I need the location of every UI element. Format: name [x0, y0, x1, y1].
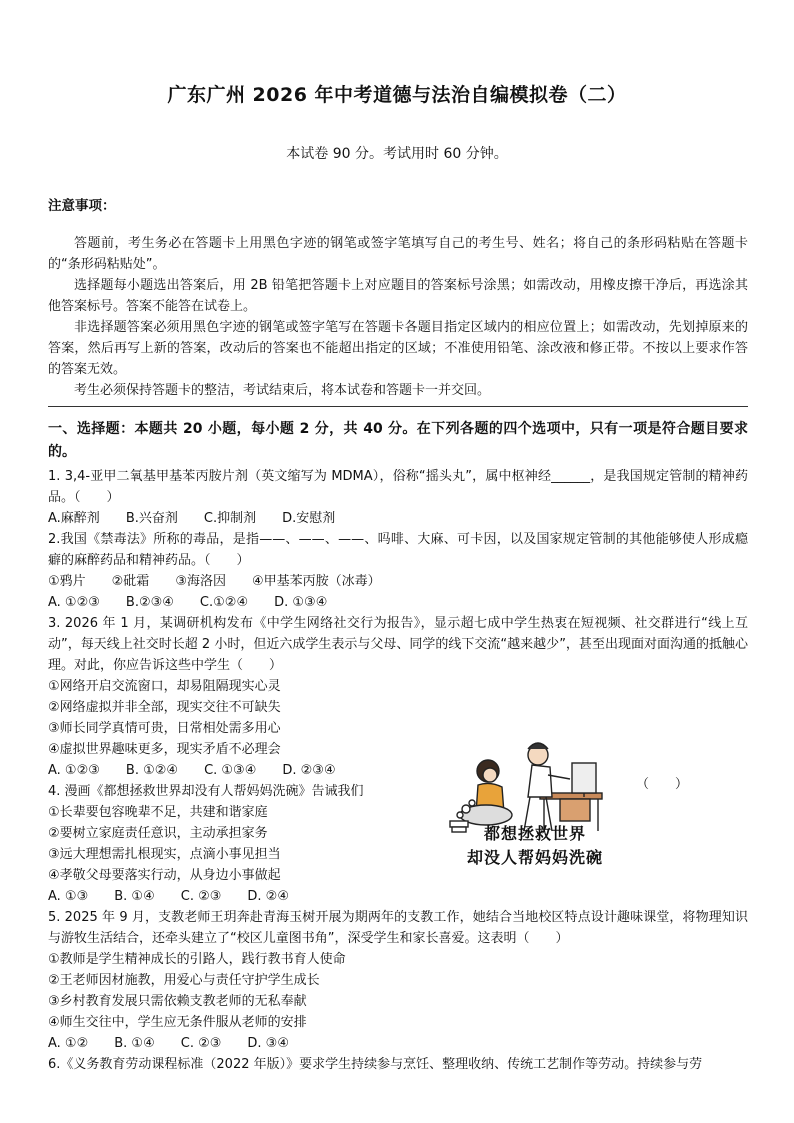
- page-title: 广东广州 2026 年中考道德与法治自编模拟卷（二）: [167, 84, 627, 106]
- option-b: B.②③④: [125, 595, 174, 610]
- computer-icon: [572, 763, 596, 797]
- option-d: D. ③④: [247, 1036, 289, 1051]
- option-a: A. ①②③: [48, 595, 100, 610]
- question-4-stem: 4. 漫画《都想拯救世界却没有人帮妈妈洗碗》告诫我们: [48, 784, 364, 799]
- item-3: ③海洛因: [175, 574, 226, 589]
- question-2-stem: 2.我国《禁毒法》所称的毒品，是指——、——、——、吗啡、大麻、可卡因，以及国家规定管制的其他能够使人形成瘾癖的麻醉药品和精神药品。（ ）: [48, 532, 748, 568]
- item-1: ①教师是学生精神成长的引路人，践行教书育人使命: [48, 952, 346, 967]
- section-divider: [48, 406, 748, 407]
- item-4: ④师生交往中，学生应无条件服从老师的安排: [48, 1015, 307, 1030]
- option-d: D. ②③④: [282, 763, 336, 778]
- question-1-stem: 1. 3,4-亚甲二氧基甲基苯丙胺片剂（英文缩写为 MDMA），俗称“摇头丸”，属中枢神经______，是我国规定管制的精神药品。（ ）: [48, 469, 748, 505]
- question-2-options: [48, 592, 748, 613]
- section-heading: 一、选择题：本题共 20 小题，每小题 2 分，共 40 分。在下列各题的四个选项中，只有一项是符合题目要求的。: [48, 421, 748, 460]
- item-3: ③远大理想需扎根现实，点滴小事见担当: [48, 847, 281, 862]
- item-2: ②要树立家庭责任意识，主动承担家务: [48, 826, 268, 841]
- item-4: ④孝敬父母要落实行动，从身边小事做起: [48, 868, 281, 883]
- question-4-answer-paren: （ ）: [636, 777, 689, 792]
- questions-body: [48, 418, 748, 1075]
- question-2-items: [48, 571, 748, 592]
- option-a: A. ①②③: [48, 763, 100, 778]
- cartoon-caption-line-2: 却没人帮妈妈洗碗: [466, 848, 603, 867]
- question-5-options: [48, 1033, 748, 1054]
- item-3: ③乡村教育发展只需依赖支教老师的无私奉献: [48, 994, 307, 1009]
- option-c: C. ②③: [180, 1036, 222, 1051]
- option-d: D. ①③④: [274, 595, 328, 610]
- item-2: ②砒霜: [111, 574, 150, 589]
- item-2: ②网络虚拟并非全部，现实交往不可缺失: [48, 700, 281, 715]
- option-b: B. ①④: [114, 889, 155, 904]
- option-a: A. ①③: [48, 889, 89, 904]
- notes-block: [48, 233, 748, 401]
- exam-subtitle: 本试卷 90 分。考试用时 60 分钟。: [286, 146, 508, 162]
- cartoon-caption-line-1: 都想拯救世界: [483, 824, 586, 843]
- option-c: C. ②③: [180, 889, 222, 904]
- option-c: C.①②④: [199, 595, 249, 610]
- item-1: ①鸦片: [48, 574, 86, 589]
- note-paragraph: 考生必须保持答题卡的整洁，考试结束后，将本试卷和答题卡一并交回。: [74, 383, 491, 398]
- item-1: ①网络开启交流窗口，却易阻隔现实心灵: [48, 679, 281, 694]
- question-1-options: [48, 508, 748, 529]
- notes-heading: 注意事项：: [48, 198, 116, 214]
- option-b: B. ①④: [114, 1036, 155, 1051]
- option-d: D. ②④: [247, 889, 289, 904]
- question-3-stem: 3. 2026 年 1 月，某调研机构发布《中学生网络社交行为报告》，显示超七成中学生热衷在短视频、社交群进行“线上互动”，每天线上社交时长超 2 小时，但近六成学生表示与父母、同学的线下交流“越来越少”，甚至出现面对面沟通的抵触心理。对此，你应告诉这些中学生（ ）: [48, 616, 748, 673]
- item-4: ④甲基苯丙胺（冰毒）: [251, 574, 381, 589]
- note-paragraph: 答题前，考生务必在答题卡上用黑色字迹的钢笔或签字笔填写自己的考生号、姓名；将自己的条形码粘贴在答题卡的“条形码粘贴处”。: [48, 236, 748, 272]
- option-d: D.安慰剂: [282, 511, 336, 526]
- option-b: B.兴奋剂: [125, 511, 178, 526]
- question-6-stem: 6.《义务教育劳动课程标准（2022 年版）》要求学生持续参与烹饪、整理收纳、传统工艺制作等劳动。持续参与劳: [48, 1057, 703, 1072]
- question-5-stem: 5. 2025 年 9 月，支教老师王玥奔赴青海玉树开展为期两年的支教工作，她结合当地校区特点设计趣味课堂，将物理知识与游牧生活结合，还牵头建立了“校区儿童图书角”，深受学生和家长喜爱。这表明（ ）: [48, 910, 748, 946]
- item-2: ②王老师因材施教，用爱心与责任守护学生成长: [48, 973, 320, 988]
- option-c: C.抑制剂: [203, 511, 257, 526]
- note-paragraph: 非选择题答案必须用黑色字迹的钢笔或签字笔写在答题卡各题目指定区域内的相应位置上；如需改动，先划掉原来的答案，然后再写上新的答案，改动后的答案也不能超出指定的区域；不准使用铅笔、涂改液和修正带。不按以上要求作答的答案无效。: [48, 320, 748, 377]
- item-1: ①长辈要包容晚辈不足，共建和谐家庭: [48, 805, 268, 820]
- option-a: A. ①②: [48, 1036, 89, 1051]
- item-4: ④虚拟世界趣味更多，现实矛盾不必理会: [48, 742, 281, 757]
- option-c: C. ①③④: [204, 763, 257, 778]
- option-b: B. ①②④: [125, 763, 179, 778]
- note-paragraph: 选择题每小题选出答案后，用 2B 铅笔把答题卡上对应题目的答案标号涂黑；如需改动，用橡皮擦干净后，再选涂其他答案标号。答案不能答在试卷上。: [48, 278, 748, 314]
- question-4-options: [48, 886, 748, 907]
- cartoon-caption: [450, 822, 620, 870]
- option-a: A.麻醉剂: [48, 511, 100, 526]
- item-3: ③师长同学真情可贵，日常相处需多用心: [48, 721, 281, 736]
